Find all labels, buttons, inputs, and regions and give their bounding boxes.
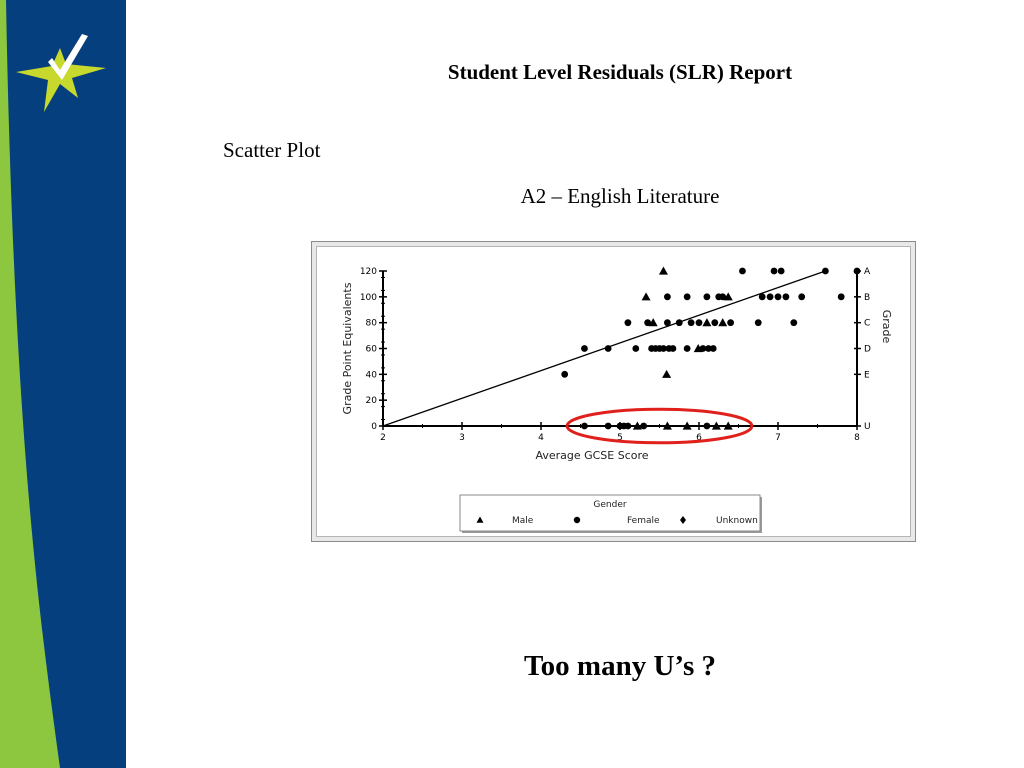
data-point-female bbox=[704, 293, 711, 300]
y-tick-label: 40 bbox=[365, 370, 377, 381]
data-point-female bbox=[684, 293, 691, 300]
chart-panel bbox=[316, 246, 911, 537]
x-tick-label: 3 bbox=[459, 433, 465, 443]
data-point-male bbox=[659, 267, 668, 275]
data-point-female bbox=[704, 423, 711, 430]
data-point-female bbox=[822, 268, 829, 275]
chart-frame bbox=[311, 241, 916, 542]
sidebar-decoration bbox=[0, 0, 126, 768]
x-tick-label: 7 bbox=[775, 433, 781, 443]
chart-heading: A2 – English Literature bbox=[520, 184, 720, 208]
legend-marker-female bbox=[574, 517, 580, 523]
data-point-female bbox=[640, 423, 647, 430]
data-point-female bbox=[684, 345, 691, 352]
data-point-female bbox=[739, 268, 746, 275]
y-axis-label: Grade Point Equivalents bbox=[341, 282, 354, 415]
data-point-female bbox=[790, 319, 797, 326]
y-tick-label: 0 bbox=[371, 422, 377, 432]
data-point-female bbox=[767, 293, 774, 300]
data-point-male bbox=[662, 370, 671, 378]
trend-line bbox=[383, 271, 825, 426]
data-point-female bbox=[854, 268, 861, 275]
y-tick-label: 120 bbox=[359, 267, 377, 277]
data-point-female bbox=[775, 293, 782, 300]
data-point-female bbox=[605, 423, 612, 430]
legend-label: Male bbox=[512, 516, 534, 526]
data-point-female bbox=[778, 268, 785, 275]
legend-title: Gender bbox=[593, 500, 627, 510]
data-point-male bbox=[702, 318, 711, 326]
y-tick-label: 20 bbox=[365, 396, 377, 407]
data-point-female bbox=[710, 345, 717, 352]
x-tick-label: 6 bbox=[696, 433, 702, 443]
data-point-female bbox=[755, 319, 762, 326]
data-point-female bbox=[798, 293, 805, 300]
callout-text: Too many U’s ? bbox=[523, 650, 717, 682]
data-point-female bbox=[644, 319, 651, 326]
x-tick-label: 8 bbox=[854, 433, 860, 443]
data-point-female bbox=[561, 371, 568, 378]
data-point-female bbox=[696, 319, 703, 326]
data-point-female bbox=[676, 319, 683, 326]
x-tick-label: 4 bbox=[538, 433, 544, 443]
y2-tick-label: D bbox=[864, 344, 871, 355]
data-point-female bbox=[688, 319, 695, 326]
legend-label: Female bbox=[627, 516, 660, 526]
scatter-chart bbox=[317, 247, 912, 538]
data-point-female bbox=[605, 345, 612, 352]
data-point-female bbox=[581, 423, 588, 430]
data-point-female bbox=[664, 319, 671, 326]
data-point-male bbox=[718, 318, 727, 326]
section-label: Scatter Plot bbox=[223, 138, 321, 162]
y2-tick-label: U bbox=[864, 422, 871, 432]
y2-tick-label: B bbox=[864, 292, 871, 303]
data-point-female bbox=[838, 293, 845, 300]
data-point-male bbox=[642, 292, 651, 300]
data-point-female bbox=[719, 293, 726, 300]
y2-tick-label: E bbox=[864, 370, 870, 381]
data-point-female bbox=[664, 293, 671, 300]
data-point-female bbox=[632, 345, 639, 352]
data-point-female bbox=[727, 319, 734, 326]
data-point-female bbox=[625, 423, 632, 430]
y2-tick-label: A bbox=[864, 267, 871, 277]
x-axis-label: Average GCSE Score bbox=[535, 449, 649, 462]
y-tick-label: 60 bbox=[365, 344, 377, 355]
data-point-female bbox=[771, 268, 778, 275]
x-tick-label: 2 bbox=[380, 433, 386, 443]
y-tick-label: 80 bbox=[365, 318, 377, 329]
x-tick-label: 5 bbox=[617, 433, 623, 443]
y-tick-label: 100 bbox=[359, 292, 377, 303]
slide-title: Student Level Residuals (SLR) Report bbox=[447, 60, 793, 84]
data-point-female bbox=[711, 319, 718, 326]
data-point-female bbox=[783, 293, 790, 300]
y2-axis-label: Grade bbox=[880, 309, 893, 344]
y2-tick-label: C bbox=[864, 318, 871, 329]
data-point-female bbox=[581, 345, 588, 352]
legend-label: Unknown bbox=[716, 516, 758, 526]
data-point-female bbox=[625, 319, 632, 326]
data-point-female bbox=[670, 345, 677, 352]
data-point-female bbox=[759, 293, 766, 300]
